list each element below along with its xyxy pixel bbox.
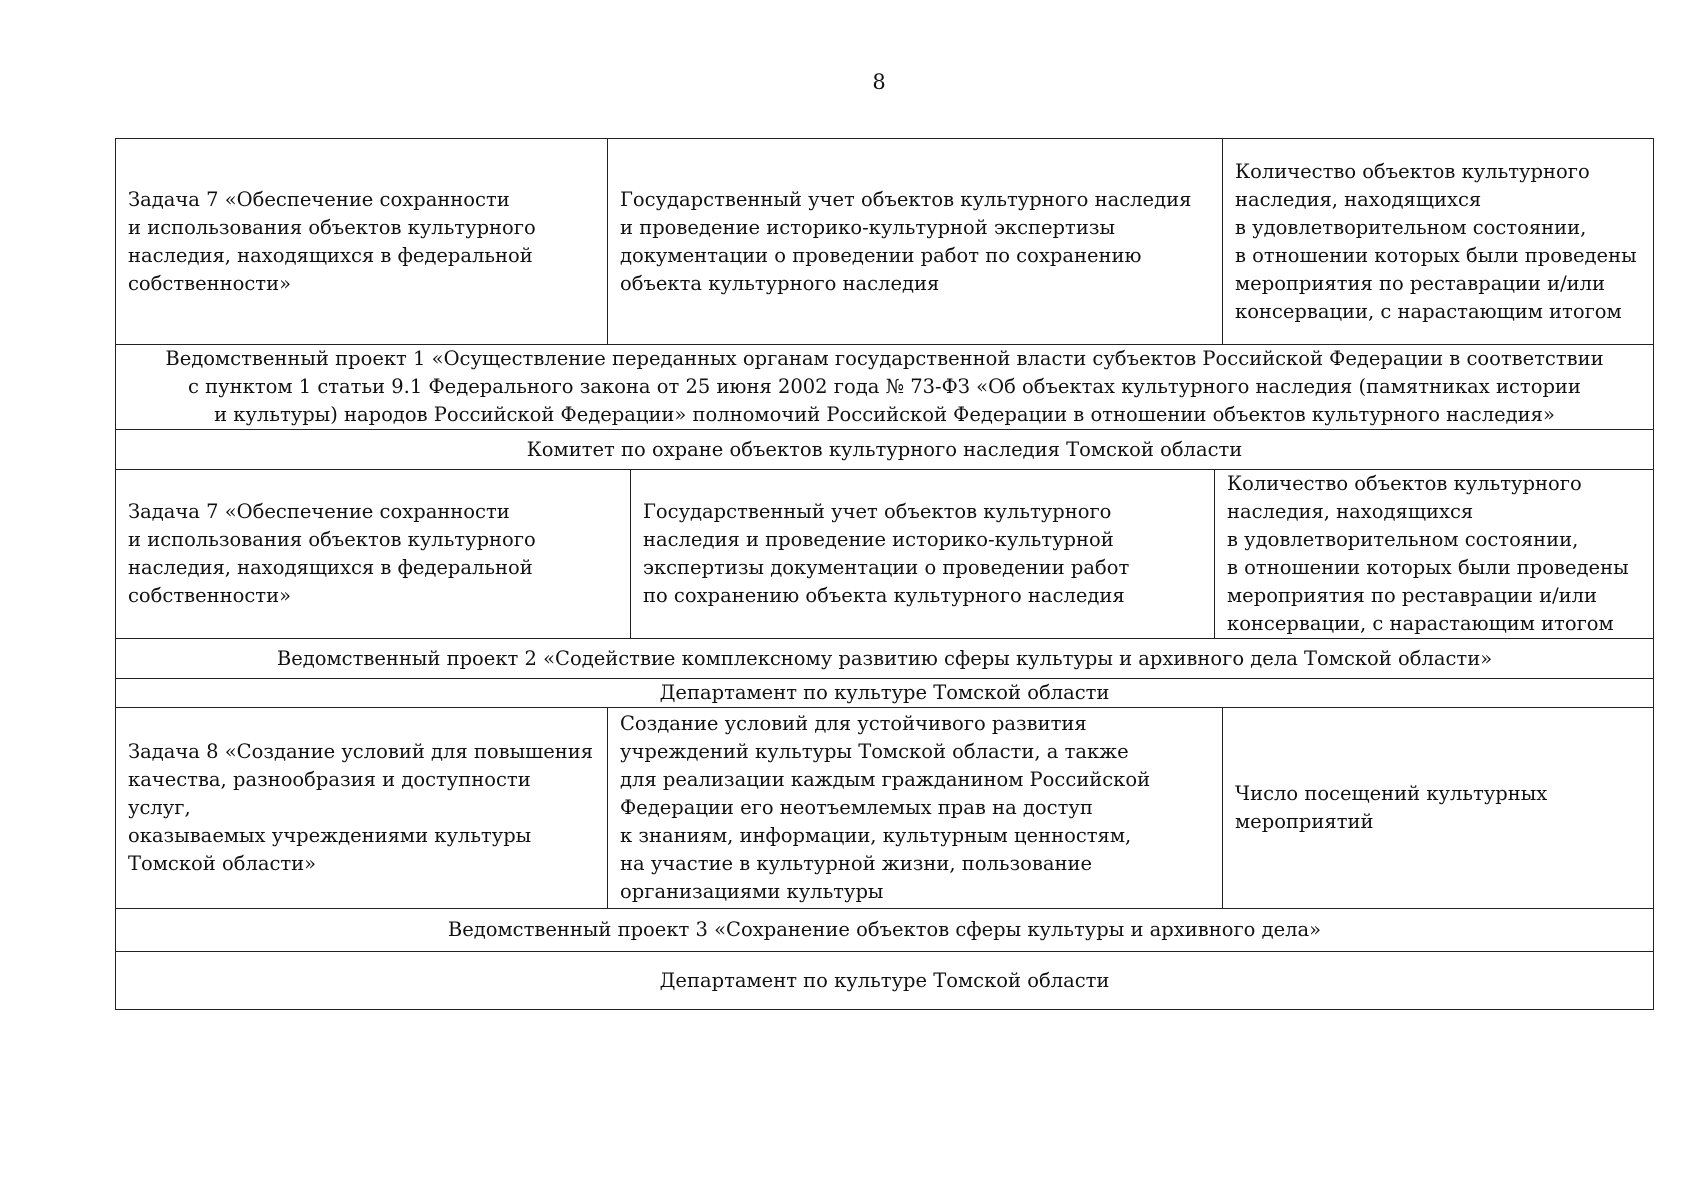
- responsible-body-cell: [116, 430, 1654, 470]
- activity-text: Государственный учет объектов культурного наследия и проведение историко-культурной экспертизы документации о проведении работ по сохранению объекта культурного наследия: [620, 187, 1192, 295]
- responsible-body: Комитет по охране объектов культурного наследия Томской области: [526, 437, 1243, 461]
- document-table: [115, 138, 1654, 1010]
- project-title-cell: [116, 639, 1654, 679]
- task-cell: [116, 139, 608, 345]
- table-row-department: [116, 679, 1654, 708]
- table-row-department: [116, 952, 1654, 1010]
- table-row-project3: [116, 909, 1654, 952]
- table-row-committee: [116, 430, 1654, 470]
- task-text: Задача 8 «Создание условий для повышения качества, разнообразия и доступности услуг, оказываемых учреждениями культуры Томской области»: [128, 740, 594, 875]
- task-text: Задача 7 «Обеспечение сохранности и использования объектов культурного наследия, находящихся в федеральной собственности»: [128, 500, 536, 607]
- activity-cell: [608, 139, 1223, 345]
- table-row-task7-federal: [116, 139, 1654, 345]
- responsible-body-cell: [116, 952, 1654, 1010]
- activity-cell: [631, 470, 1215, 639]
- project-title: Ведомственный проект 1 «Осуществление переданных органам государственной власти субъектов Российской Федерации в соответствии с пунктом 1 статьи 9.1 Федерального закона от 25 июня 2002 года № 73-ФЗ «Об объектах культурного наследия (памятниках истории и культуры) народов Российской Федерации» полномочий Российской Федерации в отношении объектов культурного наследия»: [165, 347, 1604, 426]
- project-title-cell: [116, 345, 1654, 430]
- activity-text: Создание условий для устойчивого развития учреждений культуры Томской области, а также для реализации каждым гражданином Российской Федерации его неотъемлемых прав на доступ к знаниям, информации, культурным ценностям, на участие в культурной жизни, пользование организациями культуры: [620, 712, 1151, 903]
- indicator-text: Количество объектов культурного наследия, находящихся в удовлетворительном состоянии, в отношении которых были проведены мероприятия по реставрации и/или консервации, с нарастающим итогом: [1227, 472, 1629, 635]
- indicator-cell: [1223, 139, 1654, 345]
- project-title: Ведомственный проект 3 «Сохранение объектов сферы культуры и архивного дела»: [447, 918, 1322, 941]
- page-number: 8: [872, 70, 886, 94]
- indicator-cell: [1215, 470, 1654, 639]
- activity-cell: [608, 708, 1223, 909]
- responsible-body: Департамент по культуре Томской области: [659, 968, 1110, 992]
- task-cell: [116, 470, 631, 639]
- indicator-text: Количество объектов культурного наследия, находящихся в удовлетворительном состоянии, в отношении которых были проведены мероприятия по реставрации и/или консервации, с нарастающим итогом: [1235, 159, 1637, 323]
- project-title: Ведомственный проект 2 «Содействие комплексному развитию сферы культуры и архивного дела Томской области»: [276, 646, 1493, 670]
- responsible-body-cell: [116, 679, 1654, 708]
- responsible-body: Департамент по культуре Томской области: [659, 681, 1110, 704]
- project-title-cell: [116, 909, 1654, 952]
- task-cell: [116, 708, 608, 909]
- table-row-project1: [116, 345, 1654, 430]
- table-row-project2: [116, 639, 1654, 679]
- task-text: Задача 7 «Обеспечение сохранности и использования объектов культурного наследия, находящихся в федеральной собственности»: [128, 187, 536, 295]
- table-row-task7-regional: [116, 470, 1654, 639]
- table-row-task8: [116, 708, 1654, 909]
- indicator-text: Число посещений культурных мероприятий: [1235, 782, 1548, 833]
- activity-text: Государственный учет объектов культурного наследия и проведение историко-культурной экспертизы документации о проведении работ по сохранению объекта культурного наследия: [643, 500, 1130, 607]
- indicator-cell: [1223, 708, 1654, 909]
